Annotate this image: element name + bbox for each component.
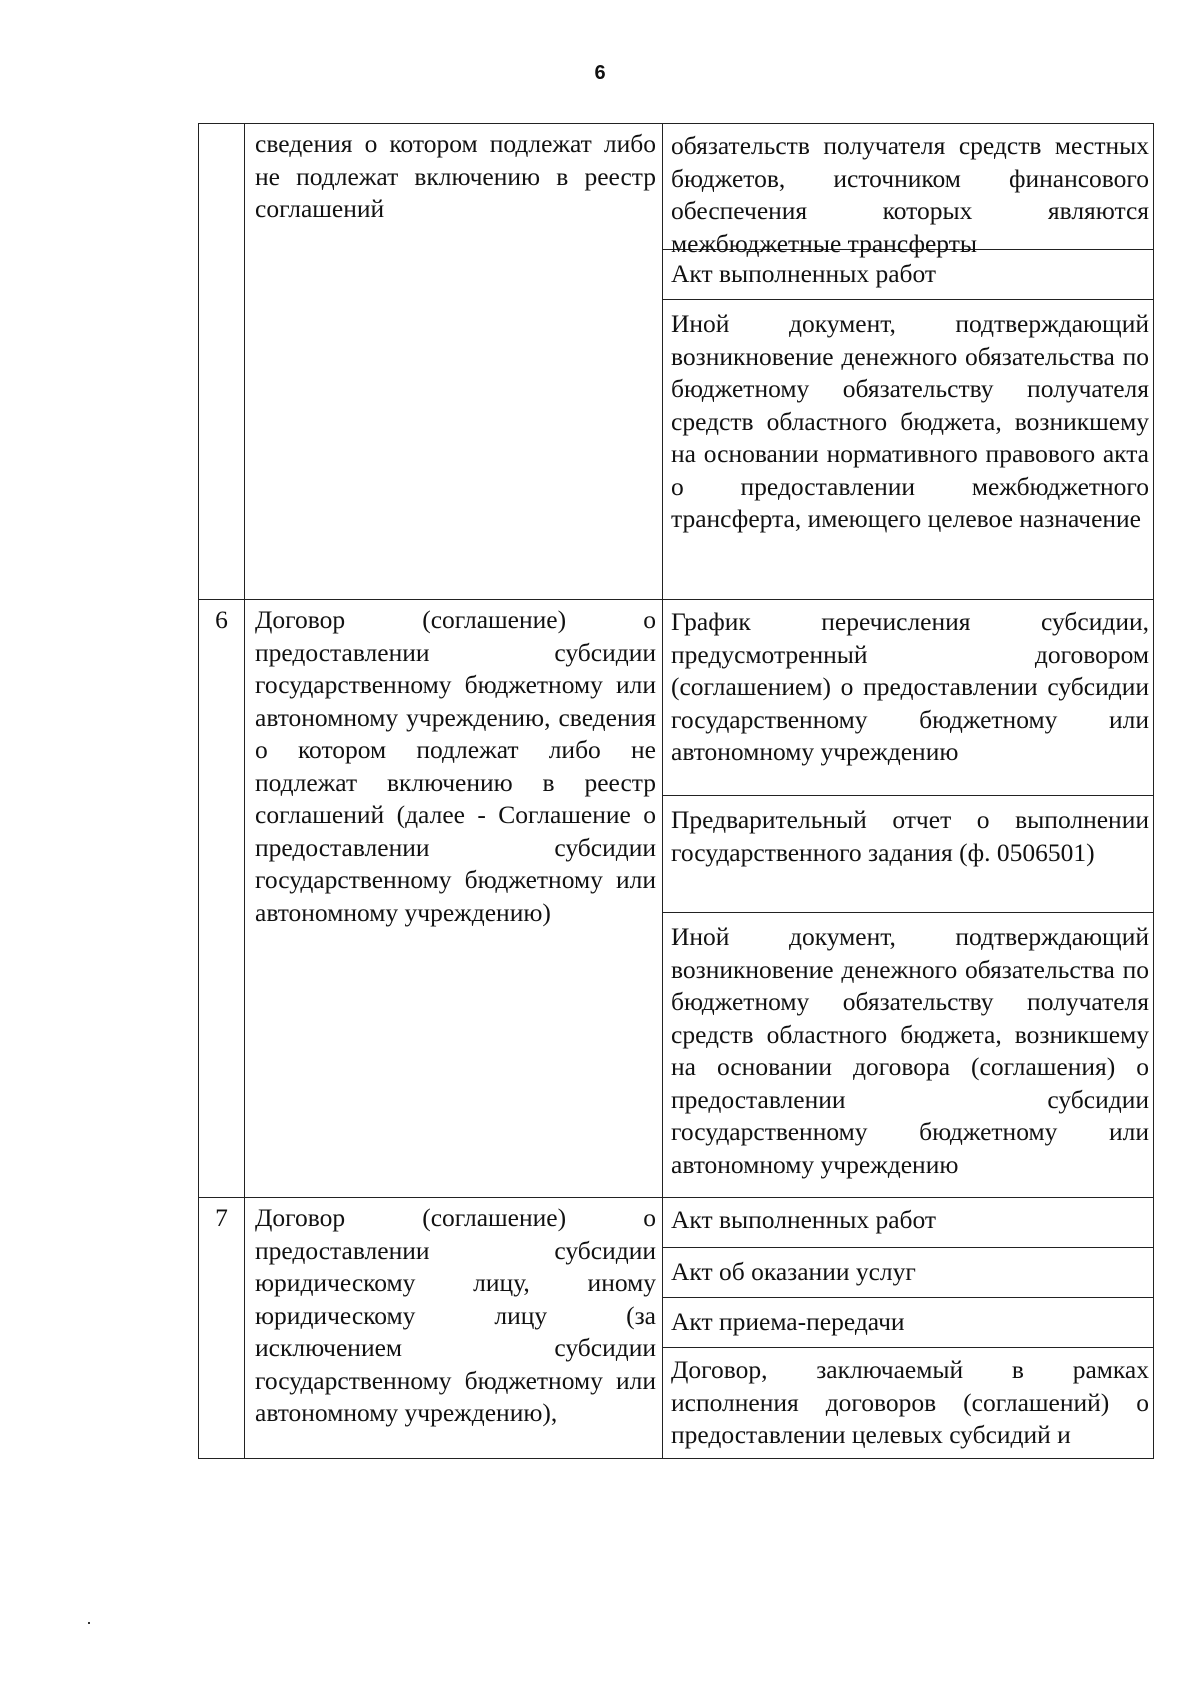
- confirming-document: Акт об оказании услуг: [663, 1248, 1153, 1298]
- documents-table: [198, 123, 1154, 1459]
- confirming-document: График перечисления субсидии, предусмотренный договором (соглашением) о предоставлении субсидии государственному бюджетному или автономному учреждению: [663, 600, 1153, 796]
- table-row: [199, 600, 1154, 1198]
- row-number: 7: [199, 1198, 245, 1459]
- confirming-document: Акт приема-передачи: [663, 1298, 1153, 1348]
- confirming-document: Предварительный отчет о выполнении государственного задания (ф. 0506501): [663, 796, 1153, 913]
- basis-document: Договор (соглашение) о предоставлении субсидии государственному бюджетному или автономному учреждению, сведения о котором подлежат либо не подлежат включению в реестр соглашений (далее - Соглашение о предоставлении субсидии государственному бюджетному или автономному учреждению): [245, 600, 663, 1198]
- scan-speck: [88, 1622, 90, 1624]
- table-row: [199, 124, 1154, 600]
- confirming-documents: [663, 1198, 1154, 1459]
- confirming-document: Иной документ, подтверждающий возникновение денежного обязательства по бюджетному обязательству получателя средств областного бюджета, возникшему на основании нормативного правового акта о предоставлении межбюджетного трансферта, имеющего целевое назначение: [671, 309, 1149, 533]
- confirming-document: Договор, заключаемый в рамках исполнения договоров (соглашений) о предоставлении целевых субсидий и: [671, 1355, 1149, 1449]
- row-number: [199, 124, 245, 600]
- confirming-document: Иной документ, подтверждающий возникновение денежного обязательства по бюджетному обязательству получателя средств областного бюджета, возникшему на основании договора (соглашения) о предоставлении субсидии государственному бюджетному или автономному учреждению: [671, 922, 1149, 1179]
- confirming-document: обязательств получателя средств местных бюджетов, источником финансового обеспечения которых являются межбюджетные трансферты: [663, 124, 1153, 250]
- confirming-documents: [663, 124, 1154, 600]
- confirming-document: Акт выполненных работ: [663, 1198, 1153, 1248]
- table-row: [199, 1198, 1154, 1459]
- page-number: 6: [594, 62, 606, 84]
- basis-document: Договор (соглашение) о предоставлении субсидии юридическому лицу, иному юридическому лицу (за исключением субсидии государственному бюджетному или автономному учреждению),: [245, 1198, 663, 1459]
- confirming-documents: [663, 600, 1154, 1198]
- confirming-document: Акт выполненных работ: [663, 250, 1153, 300]
- basis-document: сведения о котором подлежат либо не подлежат включению в реестр соглашений: [245, 124, 663, 600]
- row-number: 6: [199, 600, 245, 1198]
